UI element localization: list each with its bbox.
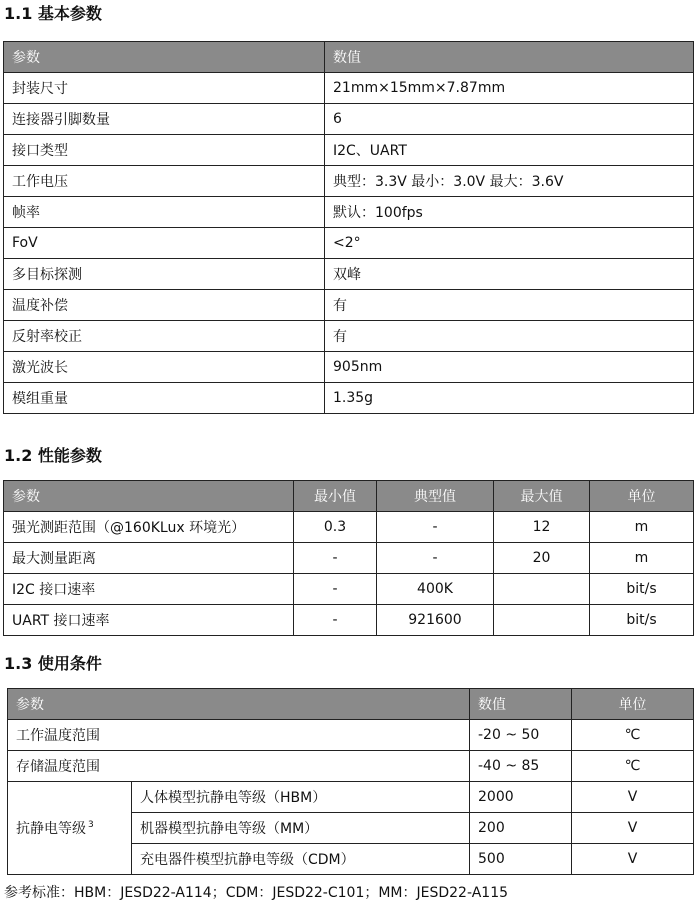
row-label: 多目标探测	[4, 259, 325, 290]
section-title-basic: 1.1 基本参数	[4, 4, 102, 23]
row-label: I2C 接口速率	[4, 574, 294, 605]
header-unit: 单位	[590, 481, 694, 512]
row-value: <2°	[325, 228, 694, 259]
table-row	[4, 135, 694, 166]
table-header-row	[4, 42, 694, 73]
table-row	[4, 73, 694, 104]
row-label: 激光波长	[4, 352, 325, 383]
row-min: 0.3	[294, 512, 377, 543]
table-row	[8, 720, 694, 751]
table-row	[8, 751, 694, 782]
row-value: 2000	[470, 782, 572, 813]
header-min: 最小值	[294, 481, 377, 512]
row-label: 机器模型抗静电等级（MM）	[132, 813, 470, 844]
row-value: 默认：100fps	[325, 197, 694, 228]
header-typical: 典型值	[377, 481, 494, 512]
row-label: FoV	[4, 228, 325, 259]
row-value: -20 ~ 50	[470, 720, 572, 751]
row-value: 1.35g	[325, 383, 694, 414]
table-row	[4, 197, 694, 228]
table-row	[4, 352, 694, 383]
row-unit: m	[590, 543, 694, 574]
header-param: 参数	[4, 481, 294, 512]
row-unit: V	[572, 782, 694, 813]
row-label: 存储温度范围	[8, 751, 470, 782]
row-min: -	[294, 574, 377, 605]
table-row	[4, 574, 694, 605]
conditions-table	[7, 688, 694, 875]
table-row	[4, 259, 694, 290]
row-value: -40 ~ 85	[470, 751, 572, 782]
section-title-conditions: 1.3 使用条件	[4, 654, 102, 673]
basic-params-table	[3, 41, 694, 414]
row-label: 接口类型	[4, 135, 325, 166]
table-row	[4, 321, 694, 352]
header-param: 参数	[8, 689, 470, 720]
esd-label: 抗静电等级	[16, 821, 86, 837]
row-label: 人体模型抗静电等级（HBM）	[132, 782, 470, 813]
row-typical: 400K	[377, 574, 494, 605]
table-row	[4, 605, 694, 636]
table-row	[4, 543, 694, 574]
row-value: 典型：3.3V 最小：3.0V 最大：3.6V	[325, 166, 694, 197]
row-unit: ℃	[572, 751, 694, 782]
row-label: 帧率	[4, 197, 325, 228]
row-value: 有	[325, 290, 694, 321]
row-unit: m	[590, 512, 694, 543]
table-row	[4, 166, 694, 197]
row-label: 工作温度范围	[8, 720, 470, 751]
performance-body	[4, 512, 694, 636]
basic-params-body	[4, 73, 694, 414]
row-label: 最大测量距离	[4, 543, 294, 574]
row-label: 工作电压	[4, 166, 325, 197]
row-unit: V	[572, 813, 694, 844]
row-min: -	[294, 543, 377, 574]
row-value: 500	[470, 844, 572, 875]
section-title-performance: 1.2 性能参数	[4, 446, 102, 465]
table-row	[4, 383, 694, 414]
table-row	[4, 512, 694, 543]
table-row	[4, 290, 694, 321]
table-row	[4, 104, 694, 135]
header-value: 数值	[470, 689, 572, 720]
row-unit: bit/s	[590, 574, 694, 605]
row-unit: V	[572, 844, 694, 875]
row-label: 模组重量	[4, 383, 325, 414]
header-value: 数值	[325, 42, 694, 73]
row-value: I2C、UART	[325, 135, 694, 166]
row-max	[494, 574, 590, 605]
header-max: 最大值	[494, 481, 590, 512]
row-label: 连接器引脚数量	[4, 104, 325, 135]
row-typical: -	[377, 512, 494, 543]
row-unit: ℃	[572, 720, 694, 751]
header-unit: 单位	[572, 689, 694, 720]
row-typical: -	[377, 543, 494, 574]
row-label: UART 接口速率	[4, 605, 294, 636]
row-typical: 921600	[377, 605, 494, 636]
row-label: 强光测距范围（@160KLux 环境光）	[4, 512, 294, 543]
row-unit: bit/s	[590, 605, 694, 636]
row-value: 21mm×15mm×7.87mm	[325, 73, 694, 104]
esd-group-label	[8, 782, 132, 875]
row-label: 温度补偿	[4, 290, 325, 321]
row-label: 封装尺寸	[4, 73, 325, 104]
row-max: 20	[494, 543, 590, 574]
row-value: 6	[325, 104, 694, 135]
header-param: 参数	[4, 42, 325, 73]
row-min: -	[294, 605, 377, 636]
row-label: 反射率校正	[4, 321, 325, 352]
row-value: 200	[470, 813, 572, 844]
row-label: 充电器件模型抗静电等级（CDM）	[132, 844, 470, 875]
row-value: 有	[325, 321, 694, 352]
footnote-marker: 3	[88, 820, 94, 831]
row-value: 双峰	[325, 259, 694, 290]
table-header-row	[8, 689, 694, 720]
table-row	[4, 228, 694, 259]
table-row	[8, 782, 694, 813]
table-header-row	[4, 481, 694, 512]
row-value: 905nm	[325, 352, 694, 383]
performance-table	[3, 480, 694, 636]
row-max: 12	[494, 512, 590, 543]
reference-standards-note: 参考标准：HBM：JESD22-A114；CDM：JESD22-C101；MM：JESD22-A115	[4, 885, 509, 901]
row-max	[494, 605, 590, 636]
